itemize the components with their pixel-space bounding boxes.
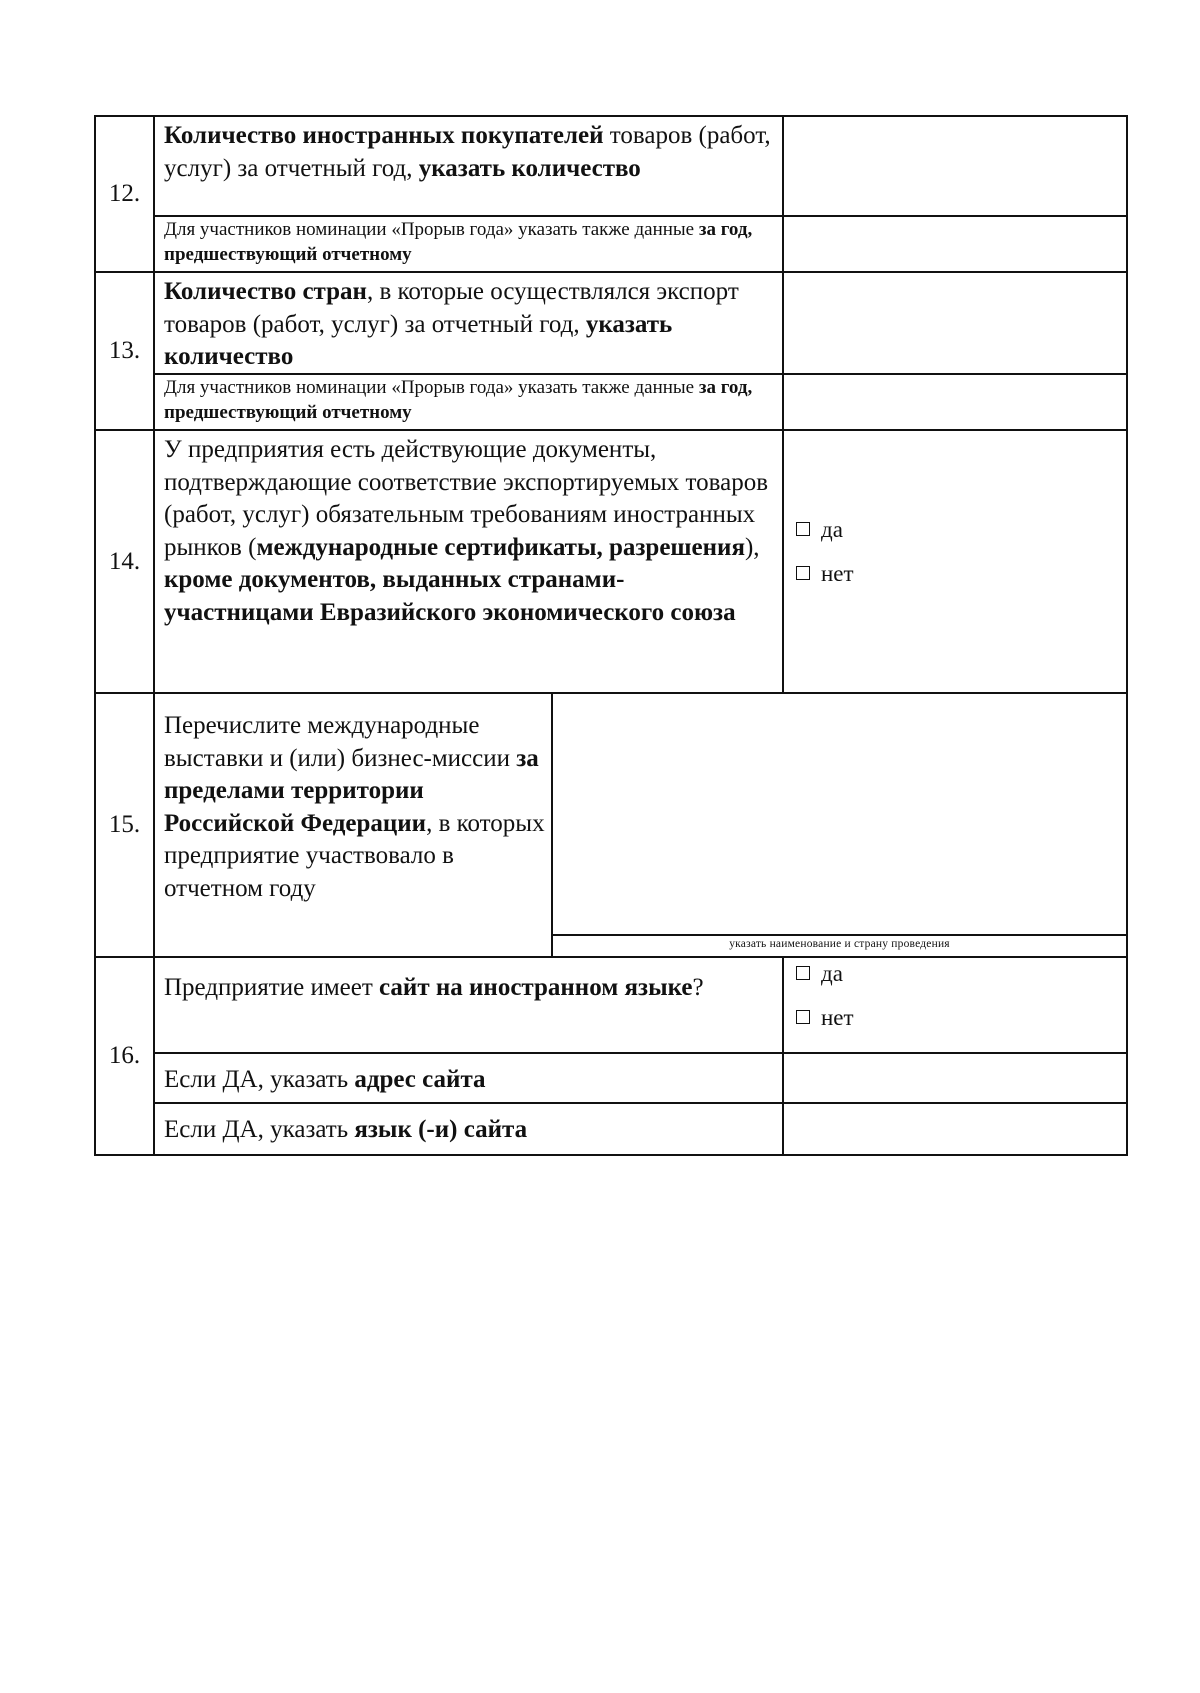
sub-question-regular-part: Для участников номинации «Прорыв года» указать также данные — [164, 377, 699, 398]
checkbox-option-yes[interactable] — [796, 952, 1116, 996]
checkbox-option-no[interactable] — [796, 996, 1116, 1040]
row-number: 16. — [108, 1042, 141, 1069]
question-regular-part: ? — [692, 974, 704, 1001]
checkbox-label: да — [821, 517, 843, 542]
row-number: 13. — [108, 337, 141, 364]
row-number: 12. — [108, 180, 141, 207]
question-bold-part: язык (-и) сайта — [354, 1116, 528, 1143]
checkbox-square-icon[interactable] — [796, 1010, 810, 1024]
site-address-field[interactable] — [784, 1054, 1126, 1102]
row-divider-13-14 — [94, 429, 1128, 431]
question-bold-part: международные сертификаты, разрешения — [256, 533, 745, 561]
answer-field[interactable] — [784, 273, 1126, 373]
question-text — [164, 276, 778, 374]
question-text — [164, 972, 764, 1005]
question-bold-part: кроме документов, выданных странами-участницами Евразийского экономического союза — [164, 566, 736, 626]
question-regular-part: Предприятие имеет — [164, 974, 380, 1001]
question-bold-part: Количество иностранных покупателей — [164, 122, 604, 149]
question-regular-part: Перечислите международные выставки и (или) бизнес-миссии — [164, 712, 517, 772]
row-number: 15. — [108, 811, 141, 838]
question-text — [164, 434, 770, 629]
answer-field[interactable] — [784, 217, 1126, 271]
question-regular-part: , в которые осуществлялся экспорт товаров (работ, услуг) за отчетный год, — [164, 278, 739, 338]
question-bold-part: сайт на иностранном языке — [379, 974, 693, 1001]
sub-question-bold-part: за год, предшествующий отчетному — [164, 377, 753, 423]
checkbox-option-yes[interactable] — [796, 508, 1116, 552]
question-regular-part: товаров (работ, услуг) за отчетный год, — [164, 122, 771, 182]
sub-question-regular-part: Для участников номинации «Прорыв года» указать также данные — [164, 219, 699, 240]
checkbox-group — [796, 952, 1116, 1040]
checkbox-label: нет — [821, 1005, 854, 1030]
answer-field[interactable] — [784, 375, 1126, 429]
site-language-label — [164, 1114, 764, 1147]
question-regular-part: , в которых предприятие участвовало в отчетном году — [164, 809, 545, 902]
answer-field[interactable] — [784, 117, 1126, 215]
table-border-bottom — [94, 1154, 1128, 1156]
checkbox-option-no[interactable] — [796, 552, 1116, 596]
checkbox-square-icon[interactable] — [796, 966, 810, 980]
sub-question-text — [164, 375, 778, 425]
question-text — [164, 120, 778, 185]
sub-question-bold-part: за год, предшествующий отчетному — [164, 219, 753, 265]
row-number: 14. — [108, 547, 141, 575]
site-address-label — [164, 1064, 764, 1097]
question-regular-part: ), — [744, 533, 760, 561]
question-bold-part: адрес сайта — [354, 1066, 486, 1093]
sub-question-text — [164, 217, 778, 267]
exhibitions-answer-field[interactable] — [553, 694, 1126, 934]
question-regular-part: У предприятия есть действующие документы, подтверждающие соответствие экспортируемых товаров (работ, услуг) обязательным требованиям иностранных рынков ( — [164, 436, 769, 561]
row15-hint-divider — [551, 934, 1128, 936]
site-language-field[interactable] — [784, 1104, 1126, 1154]
question-bold-part: указать количество — [418, 154, 641, 182]
checkbox-label: нет — [821, 561, 854, 586]
checkbox-group — [796, 508, 1116, 596]
checkbox-square-icon[interactable] — [796, 522, 810, 536]
question-bold-part: указать количество — [164, 310, 673, 370]
question-text — [164, 710, 547, 905]
question-regular-part: Если ДА, указать — [164, 1066, 355, 1093]
question-regular-part: Если ДА, указать — [164, 1116, 355, 1143]
question-bold-part: Количество стран — [164, 278, 367, 305]
checkbox-label: да — [821, 961, 843, 986]
question-bold-part: за пределами территории Российской Федерации — [164, 744, 539, 837]
field-hint: указать наименование и страну проведения — [729, 938, 950, 950]
checkbox-square-icon[interactable] — [796, 566, 810, 580]
